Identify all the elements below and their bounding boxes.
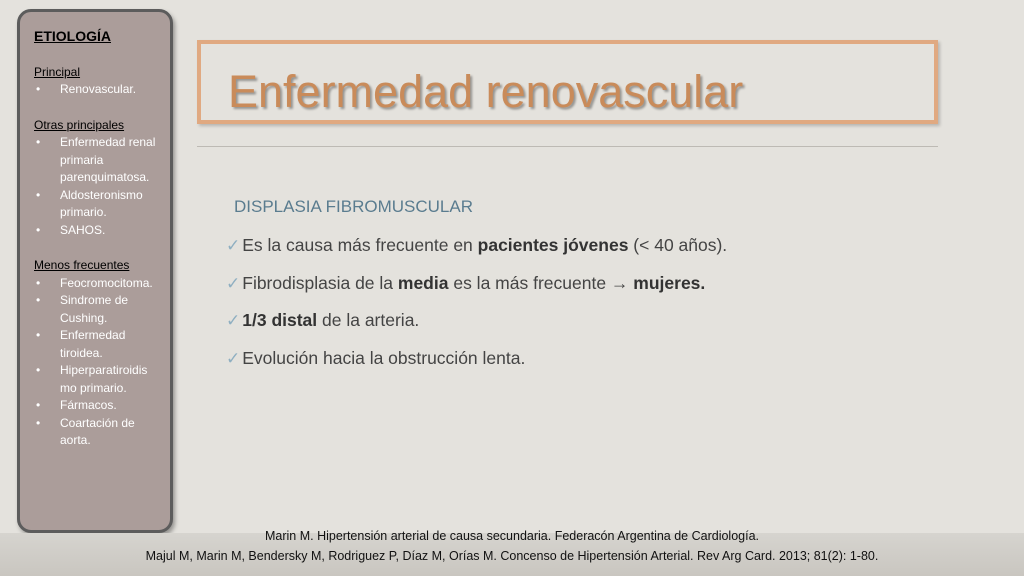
list-item: • Coartación de aorta.: [34, 415, 162, 450]
bullet-item: [226, 348, 727, 386]
sidebar-heading-menos: Menos frecuentes: [34, 258, 130, 272]
reference-2: Majul M, Marin M, Bendersky M, Rodriguez P, Díaz M, Orías M. Concenso de Hipertensión Arterial. Rev Arg Card. 2013; 81(2): 1-80.: [145, 549, 879, 563]
list-item: • Renovascular.: [34, 81, 162, 99]
list-item: • SAHOS.: [34, 222, 162, 240]
list-item: • Enfermedad renal primaria parenquimatosa.: [34, 134, 162, 187]
slide-title: Enfermedad renovascular: [228, 66, 744, 117]
section-subtitle: DISPLASIA FIBROMUSCULAR: [234, 197, 474, 216]
reference-1: Marin M. Hipertensión arterial de causa secundaria. Federacón Argentina de Cardiología.: [264, 529, 760, 543]
sidebar-title: ETIOLOGÍA: [34, 28, 111, 44]
etiology-sidebar: [17, 9, 173, 533]
checkmark-icon: ✓: [226, 348, 241, 368]
checkmark-icon: ✓: [226, 236, 241, 255]
list-item: • Enfermedad tiroidea.: [34, 327, 162, 362]
sidebar-heading-otras: Otras principales: [34, 117, 125, 132]
sidebar-heading-principal: Principal: [34, 64, 81, 79]
checkmark-icon: ✓: [226, 273, 241, 293]
bullet-item: [226, 235, 727, 273]
list-item: • Hiperparatiroidis mo primario.: [34, 362, 162, 397]
bullet-text: Evolución hacia la obstrucción lenta.: [242, 347, 526, 368]
bullet-text: Es la causa más frecuente en pacientes jóvenes (< 40 años).: [242, 235, 728, 255]
principal-list: [34, 81, 162, 99]
arrow-right-icon: →: [610, 272, 629, 293]
checkmark-icon: ✓: [226, 311, 241, 330]
bullet-text: 1/3 distal de la arteria.: [242, 310, 420, 330]
bullet-item: [226, 310, 727, 348]
bullet-text: Fibrodisplasia de la media es la más frecuente → mujeres.: [242, 272, 706, 293]
bullet-list: [226, 235, 727, 385]
bullet-item: [226, 273, 727, 311]
list-item: • Aldosteronismo primario.: [34, 187, 162, 222]
list-item: • Sindrome de Cushing.: [34, 292, 162, 327]
title-divider: [197, 146, 938, 147]
menos-list: [34, 275, 162, 450]
list-item: • Feocromocitoma.: [34, 275, 162, 293]
list-item: • Fármacos.: [34, 397, 162, 415]
otras-list: [34, 134, 162, 239]
